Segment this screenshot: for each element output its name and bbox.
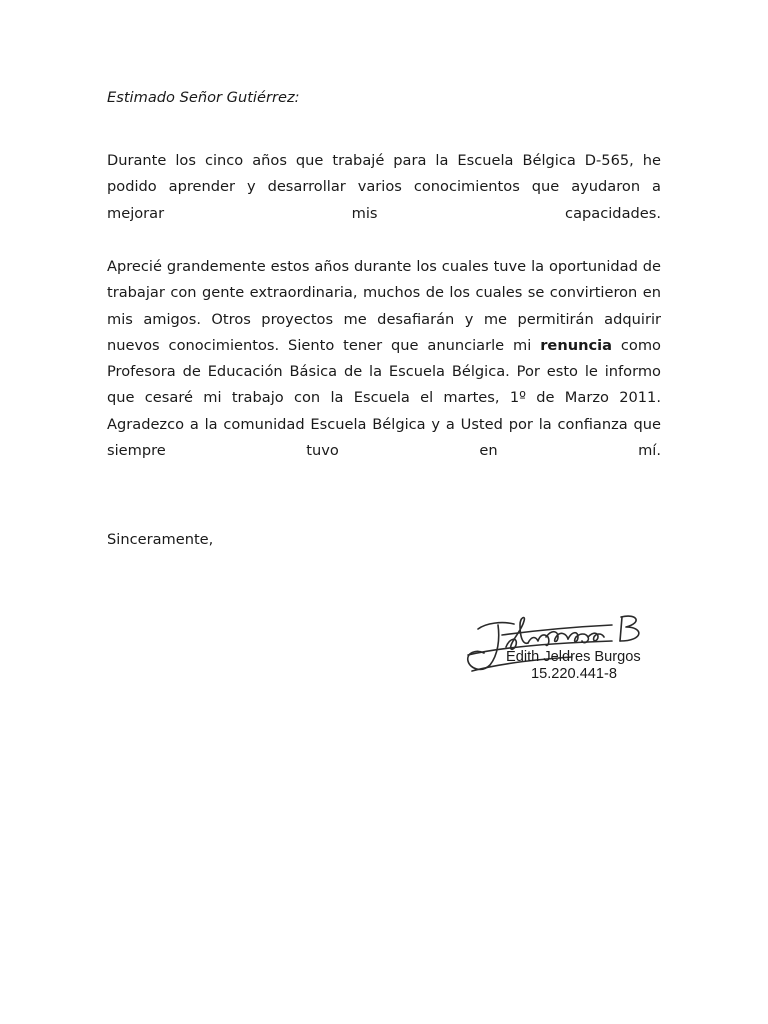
letter-closing: Sinceramente, <box>107 531 214 548</box>
letter-paragraph-1: Durante los cinco años que trabajé para la Escuela Bélgica D-565, he podido aprender y desarrollar varios conocimientos que ayudaron a mejorar mis capacidades. <box>107 152 661 222</box>
signer-name: Edith Jeldres Burgos <box>506 649 641 665</box>
paragraph-2-text-before: Aprecié grandemente estos años durante los cuales tuve la oportunidad de trabajar con gente extraordinaria, muchos de los cuales se convirtieron en mis amigos. Otros proyectos me desafiarán y me permitirán adquirir nuevos conocimientos. Siento tener que anunciarle mi <box>107 258 661 354</box>
signer-id-number: 15.220.441-8 <box>531 666 618 682</box>
paragraph-2-text-after: como Profesora de Educación Básica de la Escuela Bélgica. Por esto le informo que cesaré mi trabajo con la Escuela el martes, 1º de Marzo 2011. Agradezco a la comunidad Escuela Bélgica y a Usted por la confianza que siempre tuvo en mí. <box>107 336 661 460</box>
letter-paragraph-2 <box>107 254 661 464</box>
letter-greeting: Estimado Señor Gutiérrez: <box>107 89 300 106</box>
resignation-word: renuncia <box>540 336 612 354</box>
